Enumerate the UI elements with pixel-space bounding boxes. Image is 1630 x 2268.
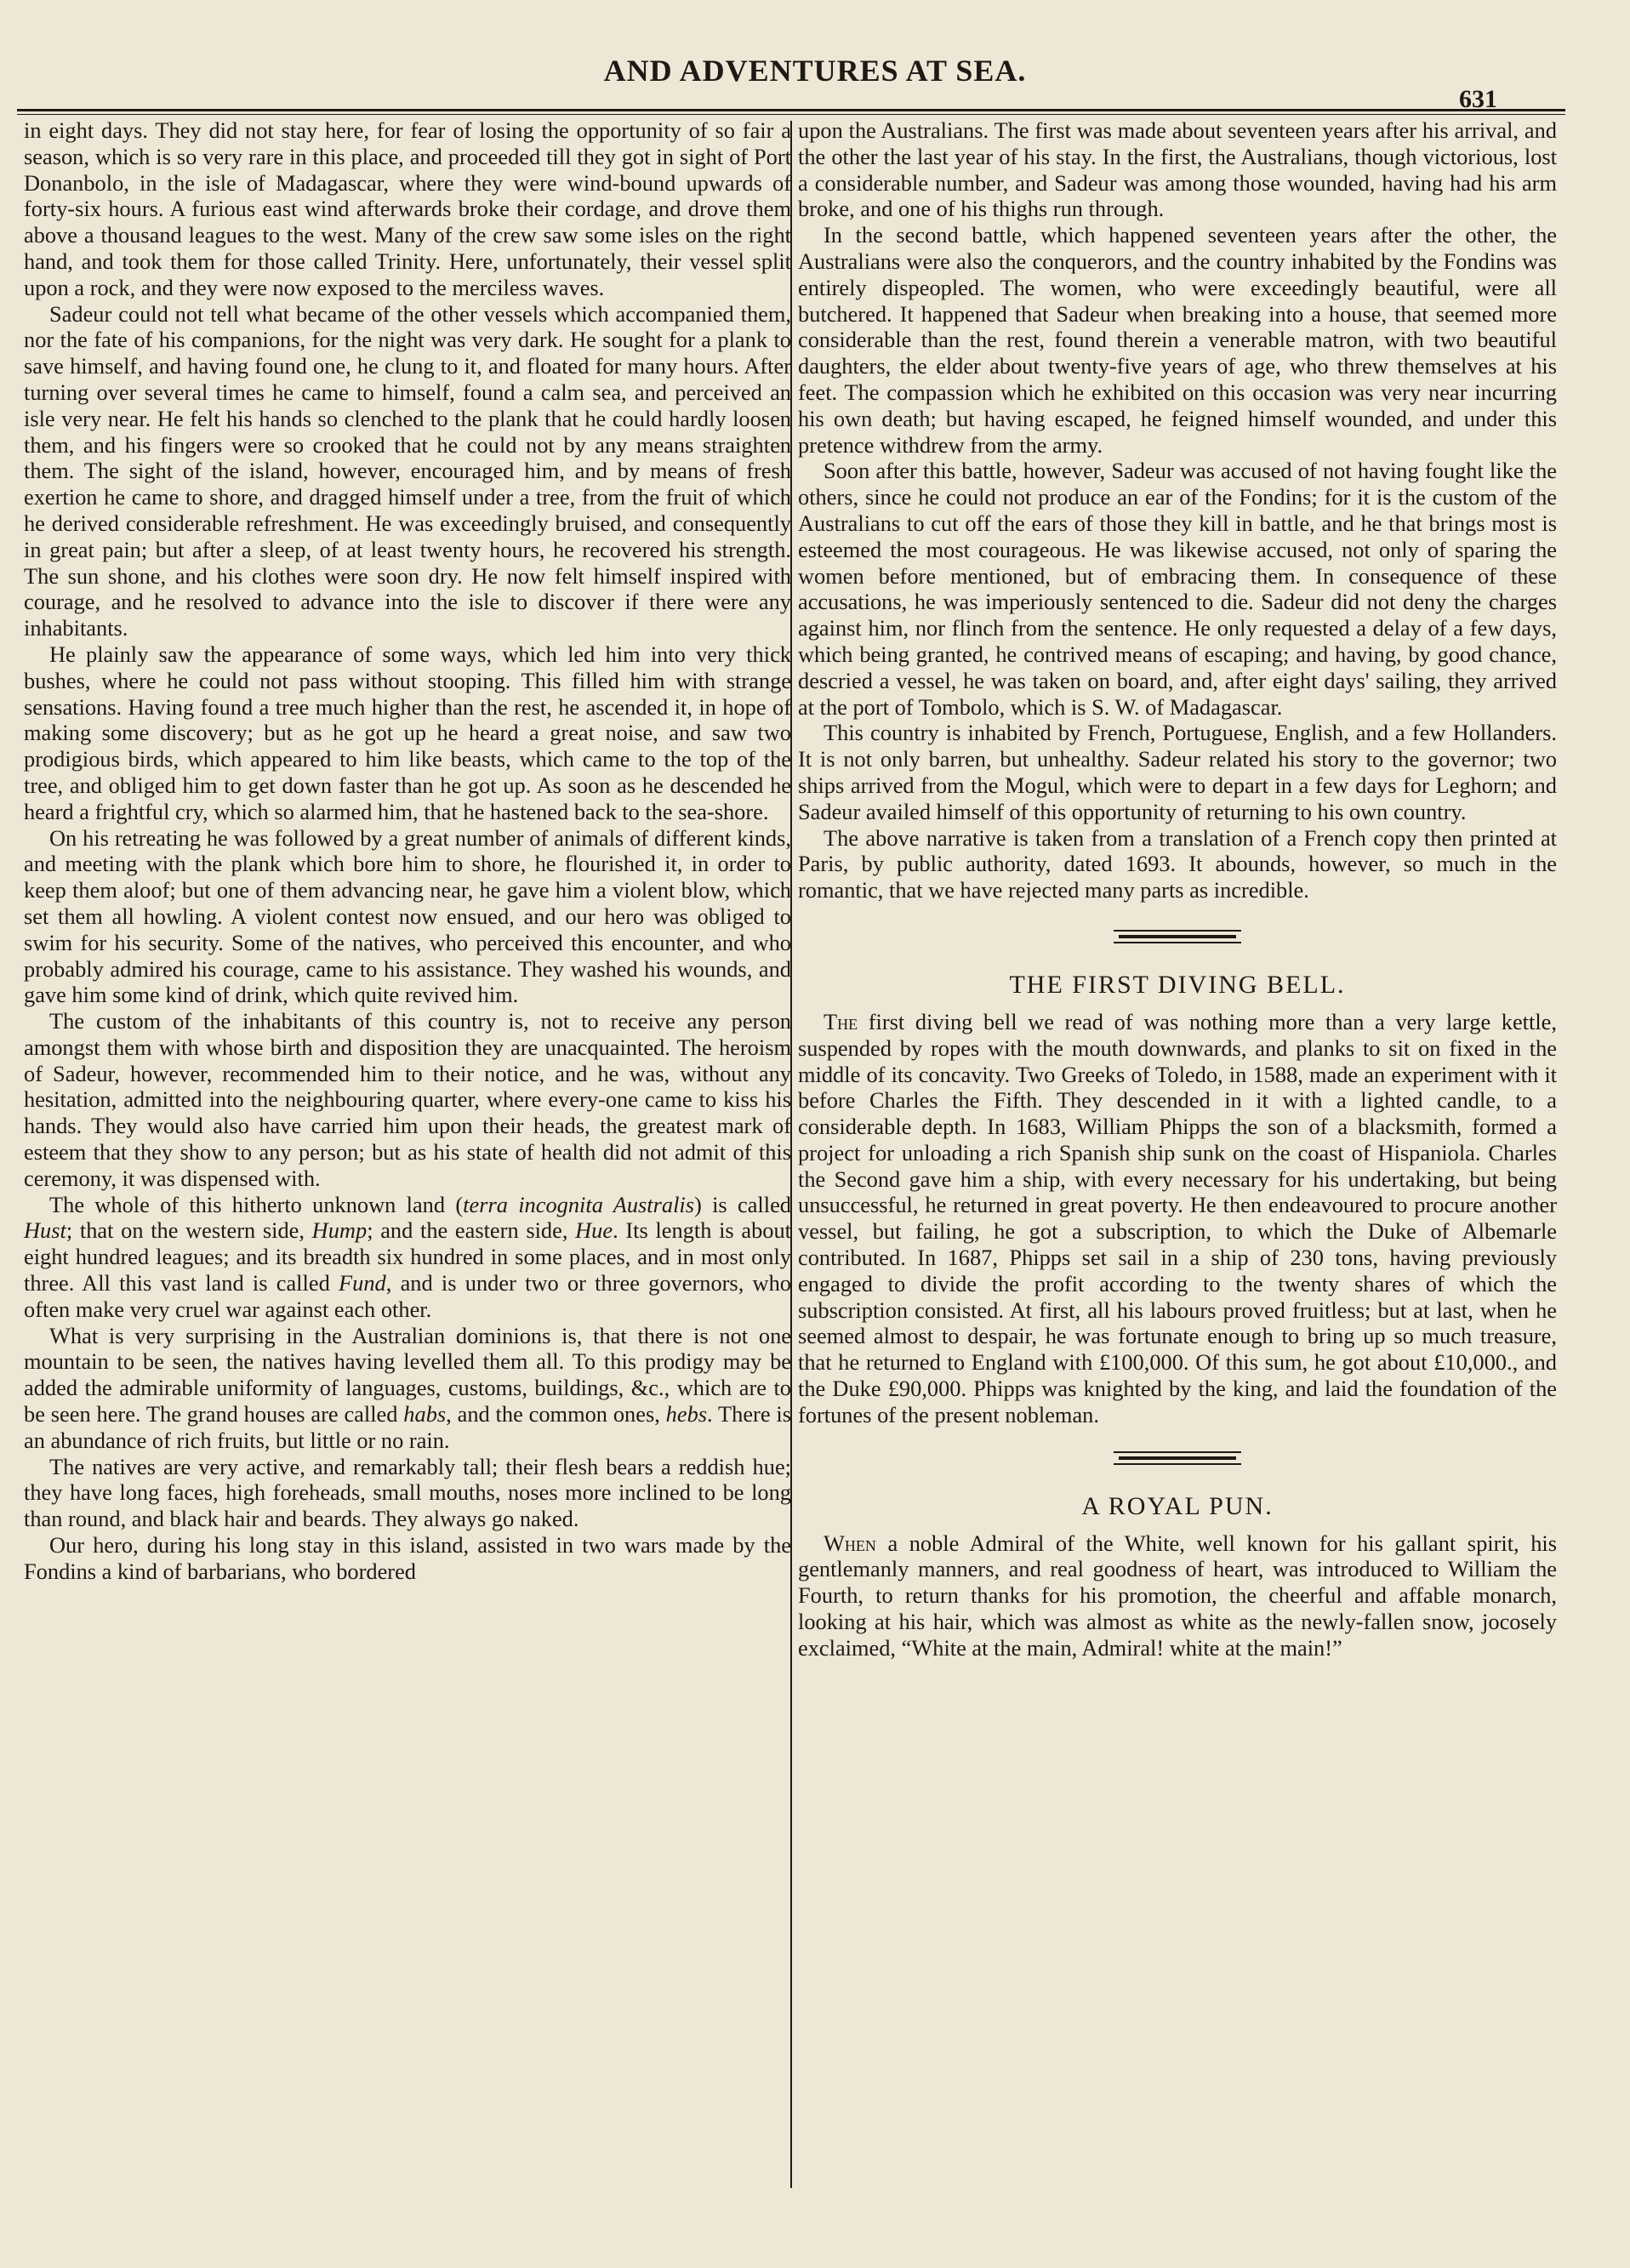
lead-word: When (824, 1530, 876, 1556)
paragraph: The natives are very active, and remarkably tall; their flesh bears a reddish hue; they have long faces, high foreheads, small mouths, noses more inclined to be long than round, and black hair and beards. They always go naked. (24, 1453, 791, 1532)
text-run: . Its length is about eight hundred leagues; and its breadth six hundred in some places, and in most only three. All this vast land is called (24, 1217, 791, 1296)
text-run: , and the common ones, (446, 1401, 666, 1427)
paragraph: Sadeur could not tell what became of the other vessels which accompanied them, nor the fate of his companions, for the night was very dark. He sought for a plank to save himself, and having found one, he clung to it, and floated for many hours. After turning over several times he came to himself, found a calm sea, and perceived an isle very near. He felt his hands so clenched to the plank that he could hardly loosen them, and his fingers were so crooked that he could not by any means straighten them. The sight of the island, however, encouraged him, and by means of fresh exertion he came to shore, and dragged himself under a tree, from the fruit of which he derived considerable refreshment. He was exceedingly bruised, and consequently in great pain; but after a sleep, of at least twenty hours, he recovered his strength. The sun shone, and his clothes were soon dry. He now felt himself inspired with courage, and he resolved to advance into the isle to discover if there were any inhabitants. (24, 300, 791, 641)
italic-term: Fund (339, 1270, 386, 1296)
italic-term: terra incognita Australis (463, 1191, 695, 1217)
text-run: ; and the eastern side, (367, 1217, 576, 1244)
royal-pun-heading: A ROYAL PUN. (1081, 1491, 1274, 1520)
paragraph: He plainly saw the appearance of some ways, which led him into very thick bushes, where he could not pass without stooping. This filled him with strange sensations. Having found a tree much higher than the rest, he ascended it, in hope of making some discovery; but as he got up he heard a great noise, and saw two prodigious birds, which appeared to him like beasts, which came to the top of the tree, and obliged him to get down faster than he got up. As soon as he descended he heard a frightful cry, which so alarmed him, that he hastened back to the sea-shore. (24, 641, 791, 824)
text-run: What is very surprising in the Australian dominions is, that there is not one mountain to be seen, the natives having levelled them all. To this prodigy may be added the admirable uniformity of languages, customs, buildings, &c., which are to be seen here. The grand houses are called (24, 1322, 791, 1427)
section-divider-ornament (1114, 927, 1241, 946)
italic-term: Hump (311, 1217, 368, 1244)
italic-term: Hue (575, 1217, 613, 1244)
text-run: a noble Admiral of the White, well known for his gallant spirit, his gentlemanly manners, and real goodness of heart, was introduced to William the Fourth, to return thanks for his promotion, the cheerful and affable monarch, looking at his hair, which was almost as white as the newly-fallen snow, jocosely exclaimed, “White at the main, Admiral! white at the main!” (798, 1530, 1557, 1661)
running-title: AND ADVENTURES AT SEA. (603, 54, 1027, 88)
text-run: The whole of this hitherto unknown land ( (49, 1191, 464, 1217)
paragraph: This country is inhabited by French, Portuguese, English, and a few Hollanders. It is not only barren, but unhealthy. Sadeur related his story to the governor; two ships arrived from the Mogul, which were to depart in a few days for Leghorn; and Sadeur availed himself of this opportunity of returning to his own country. (798, 720, 1557, 824)
paragraph: In the second battle, which happened seventeen years after the other, the Australians were also the conquerors, and the country inhabited by the Fondins was entirely dispeopled. The women, who were exceedingly beautiful, were all butchered. It happened that Sadeur when breaking into a house, that seemed more considerable than the rest, found therein a venerable matron, with two beautiful daughters, the elder about twenty-five years of age, who threw themselves at his feet. The compassion which he exhibited on this occasion was very near incurring his own death; but having escaped, he feigned himself wounded, and under this pretence withdrew from the army. (798, 222, 1557, 458)
header-rule (17, 109, 1565, 115)
paragraph (24, 1192, 791, 1323)
paragraph: The above narrative is taken from a translation of a French copy then printed at Paris, by public authority, dated 1693. It abounds, however, so much in the romantic, that we have rejected many parts as incredible. (798, 824, 1557, 903)
lead-word: The (824, 1008, 858, 1034)
text-run: ) is called (694, 1191, 791, 1217)
text-run: , and is under two or three governors, who often make very cruel war against each other. (24, 1270, 791, 1322)
text-run: . There is an abundance of rich fruits, but little or no rain. (24, 1401, 791, 1453)
italic-term: habs (403, 1401, 447, 1427)
paragraph: The custom of the inhabitants of this country is, not to receive any person amongst them with whose birth and disposition they are unacquainted. The heroism of Sadeur, however, recommended him to their notice, and he was, without any hesitation, admitted into the neighbouring quarter, where every-one came to kiss his hands. They would also have carried him upon their heads, the greatest mark of esteem that they show to any person; but as his state of health did not admit of this ceremony, it was dispensed with. (24, 1008, 791, 1191)
text-run: ; that on the western side, (66, 1217, 312, 1244)
left-column (24, 117, 791, 1585)
text-run: first diving bell we read of was nothing more than a very large kettle, suspended by ropes with the mouth downwards, and planks to sit on fixed in the middle of its concavity. Two Greeks of Toledo, in 1588, made an experiment with it before Charles the Fifth. They descended in it with a lighted candle, to a considerable depth. In 1683, William Phipps the son of a blacksmith, formed a project for unloading a rich Spanish ship sunk on the coast of Hispaniola. Charles the Second gave him a ship, with every necessary for his undertaking, but being unsuccessful, he returned in great poverty. He then endeavoured to procure another vessel, but failing, he got a subscription, to which the Duke of Albemarle contributed. In 1687, Phipps set sail in a ship of 230 tons, having previously engaged to divide the profit according to the twenty shares of which the subscription consisted. At first, all his labours proved fruitless; but at last, when he seemed almost to despair, he was fortunate enough to bring up so much treasure, that he returned to England with £100,000. Of this sum, he got about £10,000., and the Duke £90,000. Phipps was knighted by the king, and laid the foundation of the fortunes of the present nobleman. (798, 1008, 1557, 1427)
paragraph: On his retreating he was followed by a great number of animals of different kinds, and meeting with the plank which bore him to shore, he flourished it, in order to keep them aloof; but one of them advancing near, he gave him a violent blow, which set them all howling. A violent contest now ensued, and our hero was obliged to swim for his security. Some of the natives, who perceived this encounter, and who probably admired his courage, came to his assistance. They washed his wounds, and gave him some kind of drink, which quite revived him. (24, 824, 791, 1008)
royal-pun-article (798, 1530, 1557, 1661)
paragraph (24, 1323, 791, 1454)
paragraph: Soon after this battle, however, Sadeur was accused of not having fought like the others, since he could not produce an ear of the Fondins; for it is the custom of the Australians to cut off the ears of those they kill in battle, and he that brings most is esteemed the most courageous. He was likewise accused, not only of sparing the women before mentioned, but of embracing them. In consequence of these accusations, he was imperiously sentenced to die. Sadeur did not deny the charges against him, nor flinch from the sentence. He only requested a delay of a few days, which being granted, he contrived means of escaping; and having, by good chance, descried a vessel, he was taken on board, and, after eight days' sailing, they arrived at the port of Tombolo, which is S. W. of Madagascar. (798, 458, 1557, 720)
paragraph: in eight days. They did not stay here, for fear of losing the opportunity of so fair a season, which is so very rare in this place, and proceeded till they got in sight of Port Donanbolo, in the isle of Madagascar, where they were wind-bound upwards of forty-six hours. A furious east wind afterwards broke their cordage, and drove them above a thousand leagues to the west. Many of the crew saw some isles on the right hand, and took them for those called Trinity. Here, unfortunately, their vessel split upon a rock, and they were now exposed to the merciless waves. (24, 117, 791, 300)
paragraph: upon the Australians. The first was made about seventeen years after his arrival, and the other the last year of his stay. In the first, the Australians, though victorious, lost a considerable number, and Sadeur was among those wounded, having had his arm broke, and one of his thighs run through. (798, 117, 1557, 222)
diving-bell-article (798, 1009, 1557, 1428)
diving-bell-heading: THE FIRST DIVING BELL. (1009, 970, 1346, 999)
italic-term: hebs (665, 1401, 708, 1427)
section-divider-ornament (1114, 1449, 1241, 1467)
page-number: 631 (1459, 85, 1497, 113)
paragraph: Our hero, during his long stay in this island, assisted in two wars made by the Fondins a kind of barbarians, who bordered (24, 1532, 791, 1584)
right-column (798, 117, 1557, 1661)
italic-term: Hust (24, 1217, 66, 1244)
